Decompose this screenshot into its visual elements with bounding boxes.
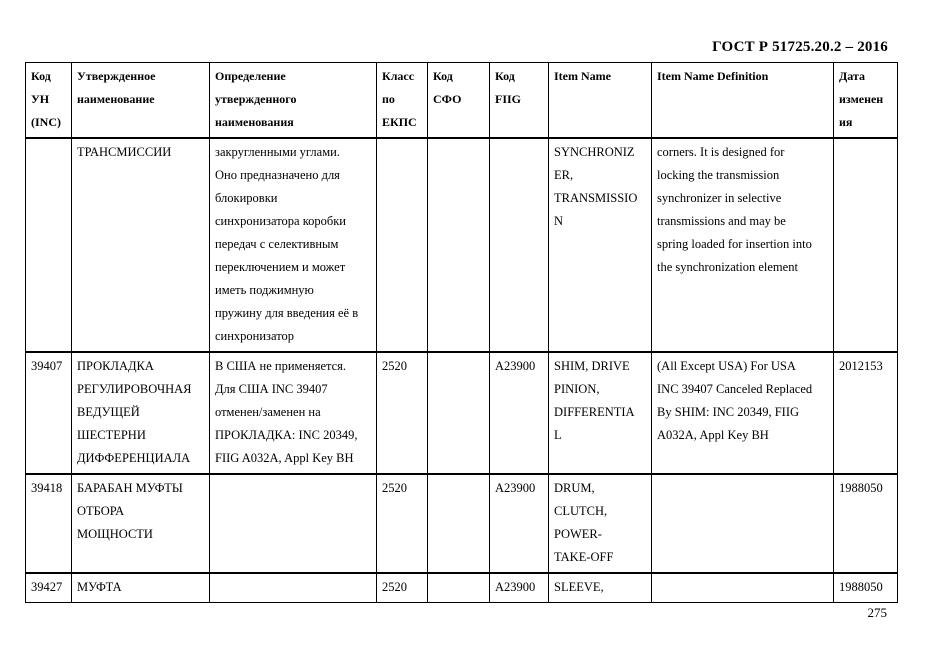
- header-item-name: Item Name: [549, 63, 652, 139]
- cell-item-name: SHIM, DRIVE PINION, DIFFERENTIA L: [549, 352, 652, 474]
- header-definition: Определение утвержденного наименования: [210, 63, 377, 139]
- cell-fiig: A23900: [490, 573, 549, 603]
- cell-definition-ru: [210, 474, 377, 573]
- table-row: [26, 573, 898, 603]
- cell-sfo: [428, 573, 490, 603]
- table-row: [26, 352, 898, 474]
- header-item-definition: Item Name Definition: [652, 63, 834, 139]
- header-sfo: Код СФО: [428, 63, 490, 139]
- cell-fiig: A23900: [490, 474, 549, 573]
- header-date: Дата изменен ия: [834, 63, 898, 139]
- cell-sfo: [428, 352, 490, 474]
- table-row: [26, 138, 898, 352]
- cell-item-definition: (All Except USA) For USA INC 39407 Canceled Replaced By SHIM: INC 20349, FIIG A032A, Appl Key BH: [652, 352, 834, 474]
- cell-name-ru: ПРОКЛАДКА РЕГУЛИРОВОЧНАЯ ВЕДУЩЕЙ ШЕСТЕРНИ ДИФФЕРЕНЦИАЛА: [72, 352, 210, 474]
- header-fiig: Код FIIG: [490, 63, 549, 139]
- table-row: [26, 474, 898, 573]
- cell-definition-ru: [210, 573, 377, 603]
- cell-fiig: [490, 138, 549, 352]
- catalog-table: [25, 62, 898, 603]
- cell-class: 2520: [377, 352, 428, 474]
- cell-inc: 39418: [26, 474, 72, 573]
- header-class: Класс по ЕКПС: [377, 63, 428, 139]
- header-approved-name: Утвержденное наименование: [72, 63, 210, 139]
- cell-date: 1988050: [834, 474, 898, 573]
- cell-item-name: SYNCHRONIZ ER, TRANSMISSIO N: [549, 138, 652, 352]
- cell-class: 2520: [377, 474, 428, 573]
- cell-date: 1988050: [834, 573, 898, 603]
- cell-class: 2520: [377, 573, 428, 603]
- cell-item-name: DRUM, CLUTCH, POWER- TAKE-OFF: [549, 474, 652, 573]
- cell-date: 2012153: [834, 352, 898, 474]
- page-number: 275: [867, 605, 887, 620]
- cell-date: [834, 138, 898, 352]
- cell-definition-ru: закругленными углами. Оно предназначено для блокировки синхронизатора коробки передач с селективным переключением и может иметь поджимную пружину для введения её в синхронизатор: [210, 138, 377, 352]
- cell-item-definition: [652, 474, 834, 573]
- cell-fiig: A23900: [490, 352, 549, 474]
- cell-inc: [26, 138, 72, 352]
- cell-item-name: SLEEVE,: [549, 573, 652, 603]
- cell-inc: 39407: [26, 352, 72, 474]
- cell-name-ru: БАРАБАН МУФТЫ ОТБОРА МОЩНОСТИ: [72, 474, 210, 573]
- cell-sfo: [428, 138, 490, 352]
- cell-name-ru: ТРАНСМИССИИ: [72, 138, 210, 352]
- cell-sfo: [428, 474, 490, 573]
- cell-class: [377, 138, 428, 352]
- cell-item-definition: corners. It is designed for locking the transmission synchronizer in selective transmissions and may be spring loaded for insertion into the synchronization element: [652, 138, 834, 352]
- table-header-row: [26, 63, 898, 139]
- document-header-standard: ГОСТ Р 51725.20.2 – 2016: [712, 39, 888, 55]
- header-inc: Код УН (INC): [26, 63, 72, 139]
- cell-definition-ru: В США не применяется. Для США INC 39407 отменен/заменен на ПРОКЛАДКА: INC 20349, FIIG A032A, Appl Key BH: [210, 352, 377, 474]
- cell-item-definition: [652, 573, 834, 603]
- cell-inc: 39427: [26, 573, 72, 603]
- cell-name-ru: МУФТА: [72, 573, 210, 603]
